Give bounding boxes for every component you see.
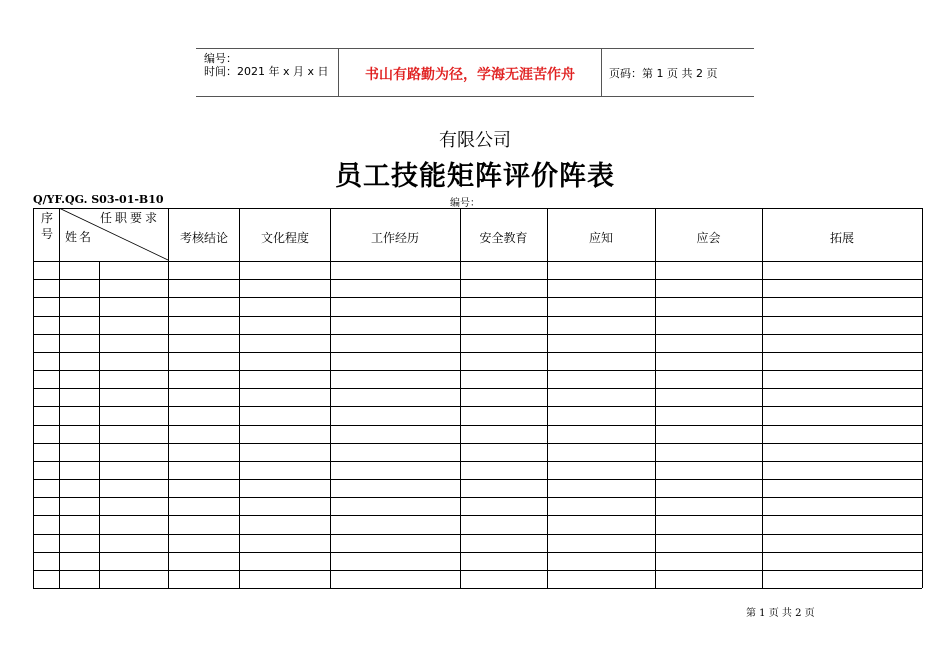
header-should-know: 应知: [588, 231, 613, 245]
document-code: Q/YF.QG. S03-01-B10: [33, 193, 164, 206]
header-seq: 序 号: [40, 211, 53, 241]
header-work-experience: 工作经历: [370, 231, 419, 245]
header-education: 文化程度: [260, 231, 309, 245]
header-requirements: 任职要求: [100, 211, 161, 225]
header-bottom-rule: [196, 96, 754, 97]
header-number-label: 编号：: [204, 52, 237, 65]
table-column-line: [59, 208, 60, 588]
header-top-rule: [196, 48, 754, 49]
table-row-line: [33, 388, 922, 389]
table-column-line: [547, 208, 548, 588]
header-name: 姓名: [65, 230, 94, 244]
table-header-border: [33, 261, 922, 262]
page-title: 员工技能矩阵评价阵表: [335, 161, 615, 192]
table-left-border: [33, 208, 34, 588]
table-row-line: [33, 570, 922, 571]
header-motto: 书山有路勤为径，学海无涯苦作舟: [365, 67, 575, 83]
table-row-line: [33, 552, 922, 553]
company-name: 有限公司: [439, 130, 511, 151]
page-footer: 第 1 页 共 2 页: [746, 608, 815, 619]
table-row-line: [33, 479, 922, 480]
table-row-line: [33, 461, 922, 462]
header-assessment: 考核结论: [179, 231, 228, 245]
table-row-line: [33, 588, 922, 589]
table-column-line: [168, 208, 169, 588]
table-row-line: [33, 334, 922, 335]
table-right-border: [922, 208, 923, 588]
header-safety-education: 安全教育: [479, 231, 528, 245]
document-number-label: 编号：: [450, 198, 480, 209]
table-row-line: [33, 297, 922, 298]
table-row-line: [33, 443, 922, 444]
table-row-line: [33, 406, 922, 407]
table-row-line: [33, 425, 922, 426]
table-column-line: [460, 208, 461, 588]
table-row-line: [33, 534, 922, 535]
header-divider-right: [601, 48, 602, 96]
table-column-line: [655, 208, 656, 588]
header-page-info: 页码：第 1 页 共 2 页: [609, 67, 718, 80]
table-column-line: [762, 208, 763, 588]
header-expansion: 拓展: [829, 231, 854, 245]
table-column-line: [99, 261, 100, 588]
header-divider-left: [338, 48, 339, 96]
table-column-line: [239, 208, 240, 588]
header-time-label: 时间：2021 年 x 月 x 日: [204, 65, 329, 78]
header-should-do: 应会: [696, 231, 721, 245]
table-row-line: [33, 515, 922, 516]
table-row-line: [33, 316, 922, 317]
table-row-line: [33, 279, 922, 280]
table-row-line: [33, 497, 922, 498]
table-row-line: [33, 370, 922, 371]
table-column-line: [330, 208, 331, 588]
table-row-line: [33, 352, 922, 353]
